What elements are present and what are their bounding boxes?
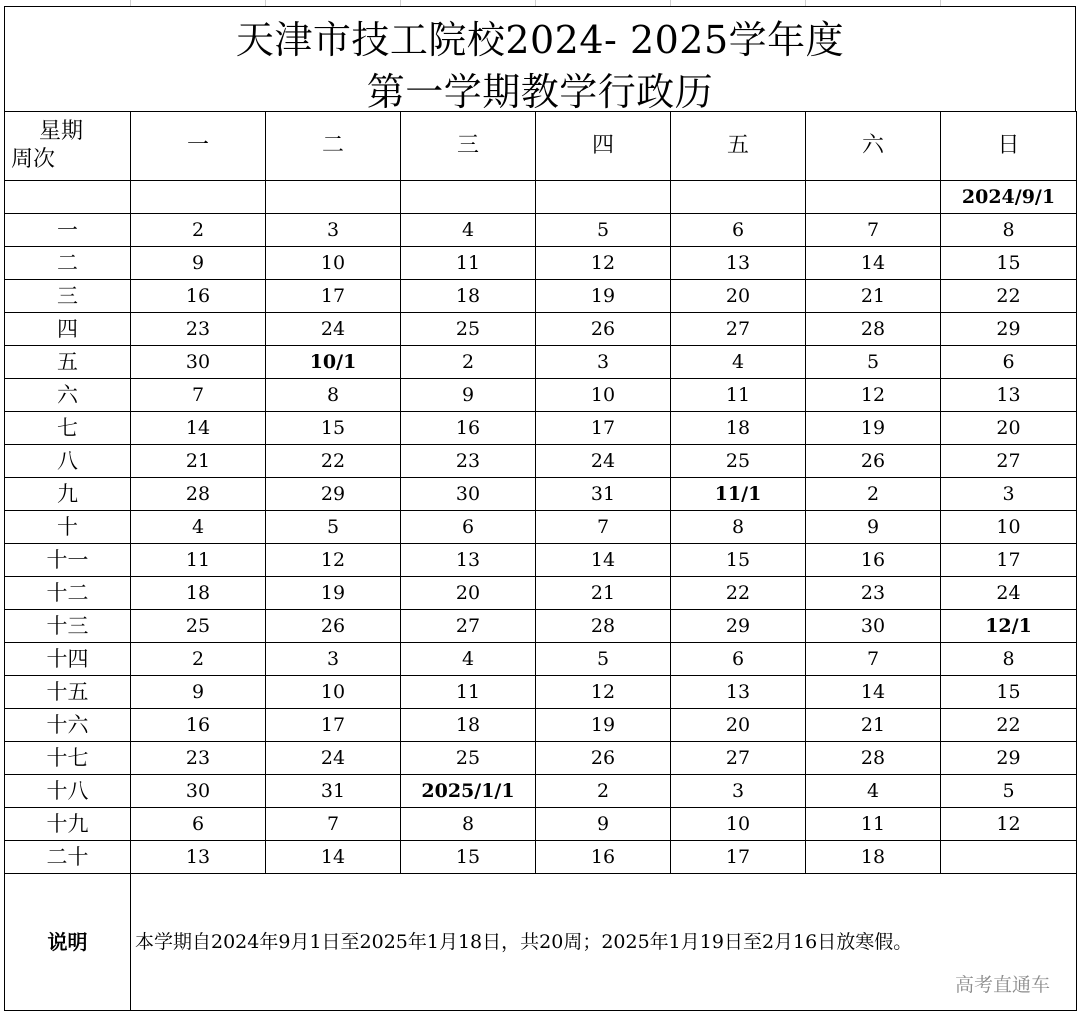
date-cell-sat: 12 — [806, 379, 941, 412]
date-cell-sat: 14 — [806, 247, 941, 280]
week-number-cell: 十七 — [5, 742, 131, 775]
date-cell-sun: 20 — [941, 412, 1077, 445]
date-cell-fri: 27 — [671, 742, 806, 775]
corner-header-cell — [5, 112, 131, 181]
start-day-cell — [671, 181, 806, 214]
date-cell-sun: 22 — [941, 280, 1077, 313]
date-cell-thu: 28 — [536, 610, 671, 643]
date-cell-thu: 21 — [536, 577, 671, 610]
date-cell-wed: 30 — [401, 478, 536, 511]
date-cell-wed: 4 — [401, 643, 536, 676]
week-number-cell: 十 — [5, 511, 131, 544]
date-cell-mon: 30 — [131, 346, 266, 379]
date-cell-tue: 17 — [266, 280, 401, 313]
week-number-cell: 三 — [5, 280, 131, 313]
date-cell-sun — [941, 841, 1077, 874]
date-cell-sun: 29 — [941, 313, 1077, 346]
date-cell-sun: 15 — [941, 676, 1077, 709]
watermark-text: 高考直通车 — [954, 974, 1050, 996]
date-cell-tue: 19 — [266, 577, 401, 610]
date-cell-wed: 11 — [401, 247, 536, 280]
calendar-table — [4, 111, 1077, 1011]
date-cell-mon: 13 — [131, 841, 266, 874]
week-number-cell: 十四 — [5, 643, 131, 676]
date-cell-thu: 24 — [536, 445, 671, 478]
date-cell-sun: 17 — [941, 544, 1077, 577]
week-row — [5, 676, 1077, 709]
date-cell-tue: 3 — [266, 214, 401, 247]
date-cell-fri: 20 — [671, 709, 806, 742]
week-row — [5, 544, 1077, 577]
date-cell-mon: 7 — [131, 379, 266, 412]
date-cell-fri: 11 — [671, 379, 806, 412]
date-cell-wed: 15 — [401, 841, 536, 874]
weekday-header-wed: 三 — [401, 112, 536, 181]
date-cell-mon: 30 — [131, 775, 266, 808]
date-cell-wed: 20 — [401, 577, 536, 610]
date-cell-mon: 2 — [131, 214, 266, 247]
date-cell-tue: 7 — [266, 808, 401, 841]
date-cell-sun: 12/1 — [941, 610, 1077, 643]
date-cell-thu: 26 — [536, 742, 671, 775]
date-cell-wed: 25 — [401, 742, 536, 775]
date-cell-sat: 2 — [806, 478, 941, 511]
note-text: 本学期自2024年9月1日至2025年1月18日，共20周；2025年1月19日至2月16日放寒假。 — [131, 874, 1077, 1011]
date-cell-wed: 18 — [401, 280, 536, 313]
date-cell-thu: 9 — [536, 808, 671, 841]
date-cell-wed: 25 — [401, 313, 536, 346]
week-number-cell: 二十 — [5, 841, 131, 874]
weekday-header-row — [5, 112, 1077, 181]
date-cell-thu: 2 — [536, 775, 671, 808]
date-cell-sun: 5 — [941, 775, 1077, 808]
date-cell-sun: 22 — [941, 709, 1077, 742]
date-cell-sat: 5 — [806, 346, 941, 379]
start-day-cell — [131, 181, 266, 214]
week-number-cell: 七 — [5, 412, 131, 445]
corner-label-weekday: 星期 — [39, 119, 84, 144]
date-cell-thu: 5 — [536, 643, 671, 676]
date-cell-sat: 21 — [806, 280, 941, 313]
date-cell-thu: 17 — [536, 412, 671, 445]
week-row — [5, 775, 1077, 808]
date-cell-wed: 27 — [401, 610, 536, 643]
date-cell-sun: 8 — [941, 643, 1077, 676]
date-cell-tue: 26 — [266, 610, 401, 643]
week-row — [5, 643, 1077, 676]
week-row — [5, 511, 1077, 544]
date-cell-tue: 14 — [266, 841, 401, 874]
date-cell-fri: 13 — [671, 676, 806, 709]
week-number-cell: 十五 — [5, 676, 131, 709]
week-row — [5, 478, 1077, 511]
date-cell-mon: 16 — [131, 709, 266, 742]
date-cell-sat: 7 — [806, 643, 941, 676]
date-cell-sun: 10 — [941, 511, 1077, 544]
date-cell-sat: 16 — [806, 544, 941, 577]
date-cell-mon: 9 — [131, 247, 266, 280]
date-cell-sat: 23 — [806, 577, 941, 610]
date-cell-tue: 3 — [266, 643, 401, 676]
date-cell-tue: 5 — [266, 511, 401, 544]
date-cell-fri: 17 — [671, 841, 806, 874]
date-cell-thu: 31 — [536, 478, 671, 511]
calendar-sheet — [4, 0, 1076, 1016]
date-cell-sun: 24 — [941, 577, 1077, 610]
date-cell-fri: 13 — [671, 247, 806, 280]
date-cell-sat: 30 — [806, 610, 941, 643]
date-cell-mon: 23 — [131, 313, 266, 346]
week-row — [5, 577, 1077, 610]
date-cell-sun: 13 — [941, 379, 1077, 412]
date-cell-tue: 24 — [266, 313, 401, 346]
start-week-cell — [5, 181, 131, 214]
date-cell-sat: 9 — [806, 511, 941, 544]
start-day-cell — [401, 181, 536, 214]
week-number-cell: 五 — [5, 346, 131, 379]
week-row — [5, 742, 1077, 775]
note-label: 说明 — [5, 874, 131, 1011]
date-cell-fri: 18 — [671, 412, 806, 445]
week-number-cell: 四 — [5, 313, 131, 346]
date-cell-wed: 2 — [401, 346, 536, 379]
week-row — [5, 379, 1077, 412]
date-cell-fri: 3 — [671, 775, 806, 808]
date-cell-fri: 11/1 — [671, 478, 806, 511]
weekday-header-sat: 六 — [806, 112, 941, 181]
date-cell-fri: 15 — [671, 544, 806, 577]
date-cell-fri: 27 — [671, 313, 806, 346]
date-cell-sat: 11 — [806, 808, 941, 841]
date-cell-sat: 28 — [806, 742, 941, 775]
corner-label-week: 周次 — [11, 147, 56, 172]
date-cell-tue: 29 — [266, 478, 401, 511]
date-cell-mon: 11 — [131, 544, 266, 577]
date-cell-wed: 23 — [401, 445, 536, 478]
date-cell-thu: 26 — [536, 313, 671, 346]
date-cell-wed: 11 — [401, 676, 536, 709]
date-cell-mon: 9 — [131, 676, 266, 709]
date-cell-sun: 27 — [941, 445, 1077, 478]
date-cell-tue: 24 — [266, 742, 401, 775]
date-cell-sat: 7 — [806, 214, 941, 247]
date-cell-mon: 4 — [131, 511, 266, 544]
date-cell-mon: 21 — [131, 445, 266, 478]
weekday-header-mon: 一 — [131, 112, 266, 181]
date-cell-fri: 6 — [671, 214, 806, 247]
week-number-cell: 九 — [5, 478, 131, 511]
date-cell-mon: 2 — [131, 643, 266, 676]
date-cell-fri: 22 — [671, 577, 806, 610]
week-row — [5, 313, 1077, 346]
date-cell-fri: 10 — [671, 808, 806, 841]
date-cell-thu: 7 — [536, 511, 671, 544]
date-cell-sun: 3 — [941, 478, 1077, 511]
date-cell-wed: 13 — [401, 544, 536, 577]
week-number-cell: 十八 — [5, 775, 131, 808]
date-cell-sat: 18 — [806, 841, 941, 874]
date-cell-mon: 16 — [131, 280, 266, 313]
date-cell-tue: 10 — [266, 247, 401, 280]
date-cell-mon: 6 — [131, 808, 266, 841]
weekday-header-sun: 日 — [941, 112, 1077, 181]
start-day-cell — [536, 181, 671, 214]
week-number-cell: 十三 — [5, 610, 131, 643]
page-title — [4, 6, 1076, 114]
week-number-cell: 六 — [5, 379, 131, 412]
date-cell-sat: 26 — [806, 445, 941, 478]
title-line-2: 第一学期教学行政历 — [366, 70, 714, 114]
date-cell-mon: 28 — [131, 478, 266, 511]
date-cell-wed: 4 — [401, 214, 536, 247]
date-cell-wed: 2025/1/1 — [401, 775, 536, 808]
week-number-cell: 十九 — [5, 808, 131, 841]
week-row — [5, 445, 1077, 478]
date-cell-thu: 19 — [536, 280, 671, 313]
semester-start-date: 2024/9/1 — [941, 181, 1077, 214]
date-cell-sat: 4 — [806, 775, 941, 808]
date-cell-thu: 19 — [536, 709, 671, 742]
date-cell-thu: 3 — [536, 346, 671, 379]
week-row — [5, 808, 1077, 841]
date-cell-sun: 8 — [941, 214, 1077, 247]
date-cell-thu: 16 — [536, 841, 671, 874]
start-day-cell — [266, 181, 401, 214]
date-cell-sun: 6 — [941, 346, 1077, 379]
week-row — [5, 214, 1077, 247]
week-row — [5, 709, 1077, 742]
date-cell-tue: 10 — [266, 676, 401, 709]
date-cell-thu: 12 — [536, 676, 671, 709]
week-row — [5, 610, 1077, 643]
date-cell-tue: 31 — [266, 775, 401, 808]
date-cell-wed: 8 — [401, 808, 536, 841]
date-cell-thu: 5 — [536, 214, 671, 247]
weekday-header-tue: 二 — [266, 112, 401, 181]
date-cell-sat: 19 — [806, 412, 941, 445]
date-cell-fri: 29 — [671, 610, 806, 643]
date-cell-thu: 10 — [536, 379, 671, 412]
title-line-1: 天津市技工院校2024- 2025学年度 — [235, 18, 845, 62]
date-cell-fri: 4 — [671, 346, 806, 379]
date-cell-fri: 6 — [671, 643, 806, 676]
date-cell-fri: 25 — [671, 445, 806, 478]
date-cell-mon: 18 — [131, 577, 266, 610]
week-row — [5, 247, 1077, 280]
date-cell-tue: 15 — [266, 412, 401, 445]
date-cell-tue: 8 — [266, 379, 401, 412]
date-cell-mon: 25 — [131, 610, 266, 643]
date-cell-thu: 12 — [536, 247, 671, 280]
week-number-cell: 十二 — [5, 577, 131, 610]
date-cell-sun: 15 — [941, 247, 1077, 280]
start-date-row — [5, 181, 1077, 214]
date-cell-tue: 12 — [266, 544, 401, 577]
week-row — [5, 346, 1077, 379]
date-cell-wed: 6 — [401, 511, 536, 544]
week-number-cell: 十六 — [5, 709, 131, 742]
weekday-header-fri: 五 — [671, 112, 806, 181]
date-cell-sat: 21 — [806, 709, 941, 742]
week-number-cell: 十一 — [5, 544, 131, 577]
date-cell-sun: 12 — [941, 808, 1077, 841]
start-day-cell — [806, 181, 941, 214]
date-cell-mon: 14 — [131, 412, 266, 445]
week-number-cell: 八 — [5, 445, 131, 478]
note-row — [5, 874, 1077, 1011]
date-cell-tue: 22 — [266, 445, 401, 478]
date-cell-fri: 20 — [671, 280, 806, 313]
date-cell-sat: 14 — [806, 676, 941, 709]
date-cell-mon: 23 — [131, 742, 266, 775]
date-cell-wed: 9 — [401, 379, 536, 412]
week-row — [5, 841, 1077, 874]
date-cell-wed: 16 — [401, 412, 536, 445]
date-cell-thu: 14 — [536, 544, 671, 577]
date-cell-fri: 8 — [671, 511, 806, 544]
date-cell-tue: 10/1 — [266, 346, 401, 379]
week-row — [5, 280, 1077, 313]
week-row — [5, 412, 1077, 445]
date-cell-wed: 18 — [401, 709, 536, 742]
week-number-cell: 二 — [5, 247, 131, 280]
week-number-cell: 一 — [5, 214, 131, 247]
date-cell-sat: 28 — [806, 313, 941, 346]
date-cell-tue: 17 — [266, 709, 401, 742]
weekday-header-thu: 四 — [536, 112, 671, 181]
date-cell-sun: 29 — [941, 742, 1077, 775]
